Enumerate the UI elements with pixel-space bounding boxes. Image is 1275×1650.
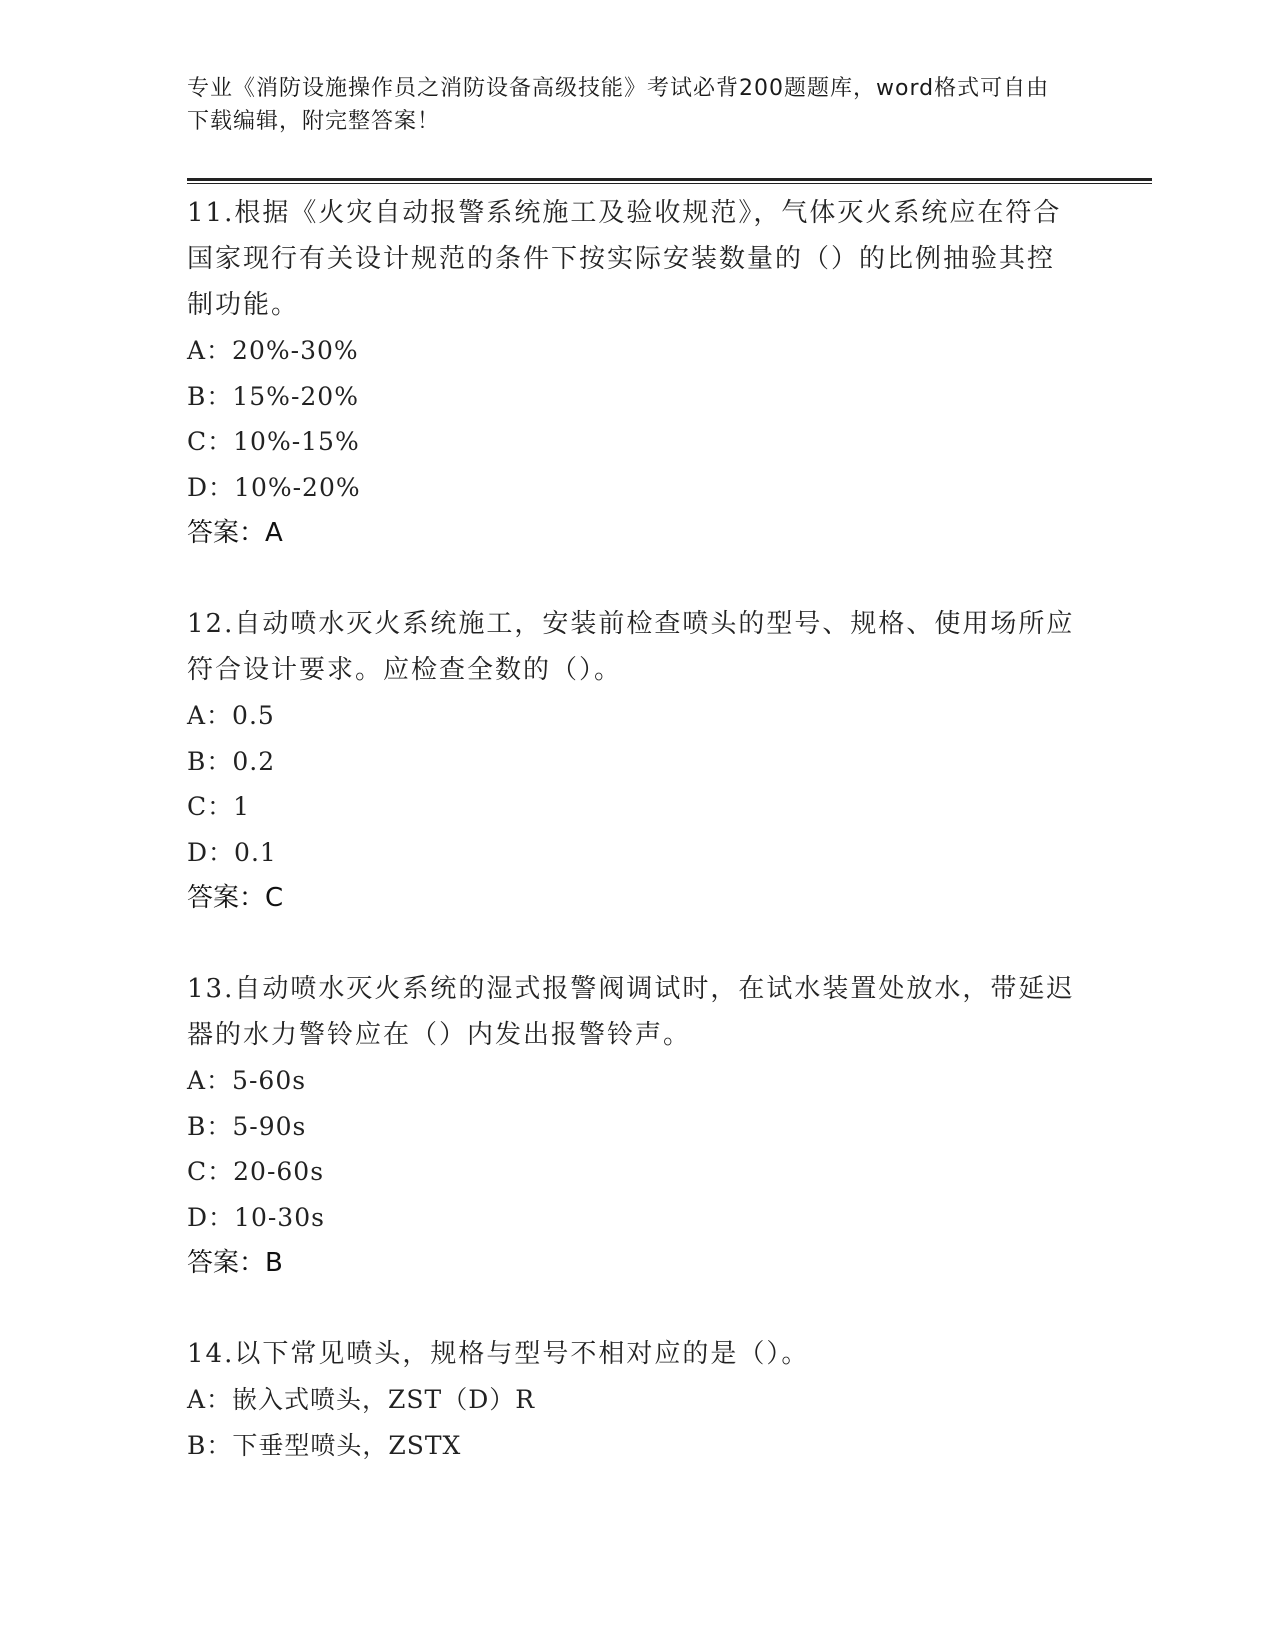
question-11 xyxy=(187,190,1077,556)
question-stem: 12.自动喷水灭火系统施工，安装前检查喷头的型号、规格、使用场所应符合设计要求。应检查全数的（）。 xyxy=(187,609,1075,685)
option-c: C：1 xyxy=(187,792,251,821)
answer-line: 答案：C xyxy=(187,883,284,913)
option-c: C：10%-15% xyxy=(187,427,360,456)
document-intro: 专业《消防设施操作员之消防设备高级技能》考试必背200题题库，word格式可自由下载编辑，附完整答案！ xyxy=(187,76,1050,134)
option-a: A：嵌入式喷头，ZST（D）R xyxy=(187,1385,536,1414)
answer-line: 答案：A xyxy=(187,518,283,548)
option-d: D：10-30s xyxy=(187,1202,325,1232)
question-stem: 11.根据《火灾自动报警系统施工及验收规范》，气体灭火系统应在符合国家现行有关设计规范的条件下按实际安装数量的（）的比例抽验其控制功能。 xyxy=(187,198,1062,320)
question-12 xyxy=(187,601,1077,921)
question-stem: 13.自动喷水灭火系统的湿式报警阀调试时，在试水装置处放水，带延迟器的水力警铃应在（）内发出报警铃声。 xyxy=(187,974,1075,1050)
header-divider-thin xyxy=(187,183,1152,184)
question-list xyxy=(187,190,1077,1468)
option-a: A：0.5 xyxy=(187,701,275,730)
option-b: B：15%-20% xyxy=(187,381,359,411)
option-a: A：20%-30% xyxy=(187,336,359,365)
answer-line: 答案：B xyxy=(187,1248,283,1278)
question-13 xyxy=(187,966,1077,1286)
option-c: C：20-60s xyxy=(187,1157,325,1186)
option-b: B：0.2 xyxy=(187,746,276,776)
header-divider-thick xyxy=(187,178,1152,181)
question-stem: 14.以下常见喷头，规格与型号不相对应的是（）。 xyxy=(187,1339,810,1369)
option-b: B：下垂型喷头，ZSTX xyxy=(187,1430,462,1460)
question-14 xyxy=(187,1331,1077,1468)
option-d: D：10%-20% xyxy=(187,472,361,502)
option-a: A：5-60s xyxy=(187,1066,307,1095)
option-d: D：0.1 xyxy=(187,837,277,867)
option-b: B：5-90s xyxy=(187,1111,307,1141)
